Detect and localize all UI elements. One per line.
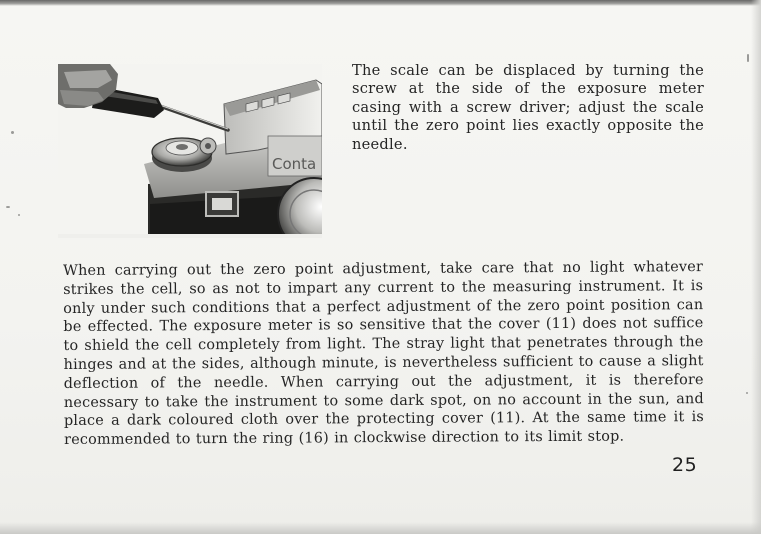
- page-top-edge: [0, 0, 761, 6]
- paper-speck: [746, 392, 748, 394]
- page-right-edge: [751, 0, 761, 534]
- body-paragraph: When carrying out the zero point adjustment, take care that no light whatever strikes the cell, so as not to impart any current to the measuring instrument. It is only under such conditions that a perfect adjustment of the zero point position can be effected. The exposure meter is so sensitive that the cover (11) does not suffice to shield the cell completely from light. The stray light that penetrates through the hinges and at the sides, although minute, is nevertheless sufficient to cause a slight deflection of the needle. When carrying out the adjustment, it is therefore necessary to take the instrument to some dark spot, on no account in the sun, and place a dark coloured cloth over the protecting cover (11). At the same time it is recommended to turn the ring (16) in clockwise direction to its limit stop.: [63, 259, 705, 449]
- photo-caption: The scale can be displaced by turning the screw at the side of the exposure meter casing with a screw driver; adjust the scale until the zero point lies exactly opposite the needle.: [352, 62, 704, 153]
- paper-speck: [11, 131, 14, 134]
- page-number: 25: [672, 454, 698, 476]
- page-bottom-edge: [0, 522, 761, 534]
- paper-speck: [6, 206, 10, 208]
- paper-speck: [747, 54, 749, 62]
- camera-brand-lettering: Conta: [272, 155, 317, 173]
- camera-screwdriver-photo: [58, 64, 322, 238]
- paper-speck: [18, 214, 20, 216]
